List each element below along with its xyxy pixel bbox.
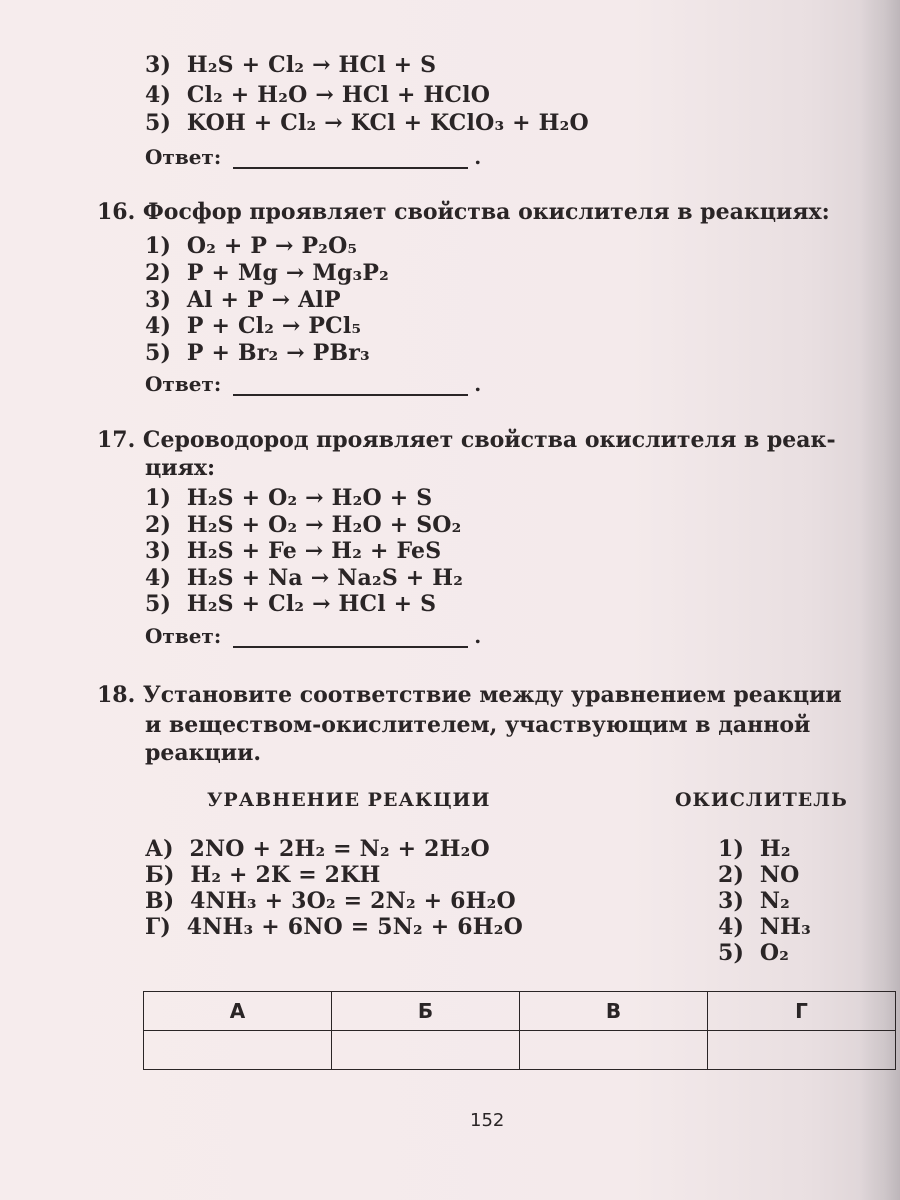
- q18-equation-v: В) 4NH₃ + 3O₂ = 2N₂ + 6H₂O: [145, 888, 516, 914]
- q18-equation-b: Б) H₂ + 2K = 2KH: [145, 862, 381, 888]
- oxidizer-option-3: 3) N₂: [718, 888, 790, 914]
- q16-option-4: 4) P + Cl₂ → PCl₅: [145, 313, 362, 339]
- answer-cell-v[interactable]: [520, 1031, 708, 1070]
- q16-option-5: 5) P + Br₂ → PBr₃: [145, 340, 370, 366]
- q16-title: 16. Фосфор проявляет свойства окислителя в реакциях:: [97, 199, 830, 225]
- q15-option-5: 5) KOH + Cl₂ → KCl + KClO₃ + H₂O: [145, 110, 589, 136]
- answer-blank[interactable]: [233, 376, 468, 396]
- q15-option-4: 4) Cl₂ + H₂O → HCl + HClO: [145, 82, 491, 108]
- oxidizer-option-4: 4) NH₃: [718, 914, 811, 940]
- header-cell-g: Г: [708, 992, 896, 1031]
- oxidizer-option-5: 5) O₂: [718, 940, 790, 966]
- answer-table: [143, 991, 896, 1070]
- q15-answer: Ответ: .: [145, 145, 482, 169]
- q16-answer: Ответ: .: [145, 372, 482, 396]
- answer-table-input-row: [144, 1031, 896, 1070]
- q17-answer: Ответ: .: [145, 624, 482, 648]
- q17-option-2: 2) H₂S + O₂ → H₂O + SO₂: [145, 512, 462, 538]
- q18-title-line1: 18. Установите соответствие между уравнением реакции: [97, 682, 842, 708]
- q15-option-3: 3) H₂S + Cl₂ → HCl + S: [145, 52, 437, 78]
- oxidizer-option-2: 2) NO: [718, 862, 800, 888]
- q18-title-line2: и веществом-окислителем, участвующим в данной: [145, 712, 811, 738]
- q18-equation-a: А) 2NO + 2H₂ = N₂ + 2H₂O: [145, 836, 490, 862]
- column-header-equation: УРАВНЕНИЕ РЕАКЦИИ: [207, 789, 491, 811]
- header-cell-b: Б: [332, 992, 520, 1031]
- q16-option-3: 3) Al + P → AlP: [145, 287, 341, 313]
- q18-title-line3: реакции.: [145, 740, 262, 766]
- q17-option-4: 4) H₂S + Na → Na₂S + H₂: [145, 565, 464, 591]
- q16-option-2: 2) P + Mg → Mg₃P₂: [145, 260, 389, 286]
- page-number: 152: [470, 1110, 505, 1131]
- q16-option-1: 1) O₂ + P → P₂O₅: [145, 233, 358, 259]
- q17-title-line2: циях:: [145, 455, 216, 481]
- answer-blank[interactable]: [233, 149, 468, 169]
- answer-cell-b[interactable]: [332, 1031, 520, 1070]
- answer-cell-g[interactable]: [708, 1031, 896, 1070]
- answer-cell-a[interactable]: [144, 1031, 332, 1070]
- oxidizer-option-1: 1) H₂: [718, 836, 791, 862]
- column-header-oxidizer: ОКИСЛИТЕЛЬ: [675, 789, 848, 811]
- header-cell-a: А: [144, 992, 332, 1031]
- answer-blank[interactable]: [233, 628, 468, 648]
- q17-option-3: 3) H₂S + Fe → H₂ + FeS: [145, 538, 442, 564]
- answer-table-header-row: [144, 992, 896, 1031]
- header-cell-v: В: [520, 992, 708, 1031]
- q17-title-line1: 17. Сероводород проявляет свойства окислителя в реак-: [97, 427, 836, 453]
- q18-equation-g: Г) 4NH₃ + 6NO = 5N₂ + 6H₂O: [145, 914, 523, 940]
- q17-option-1: 1) H₂S + O₂ → H₂O + S: [145, 485, 433, 511]
- q17-option-5: 5) H₂S + Cl₂ → HCl + S: [145, 591, 437, 617]
